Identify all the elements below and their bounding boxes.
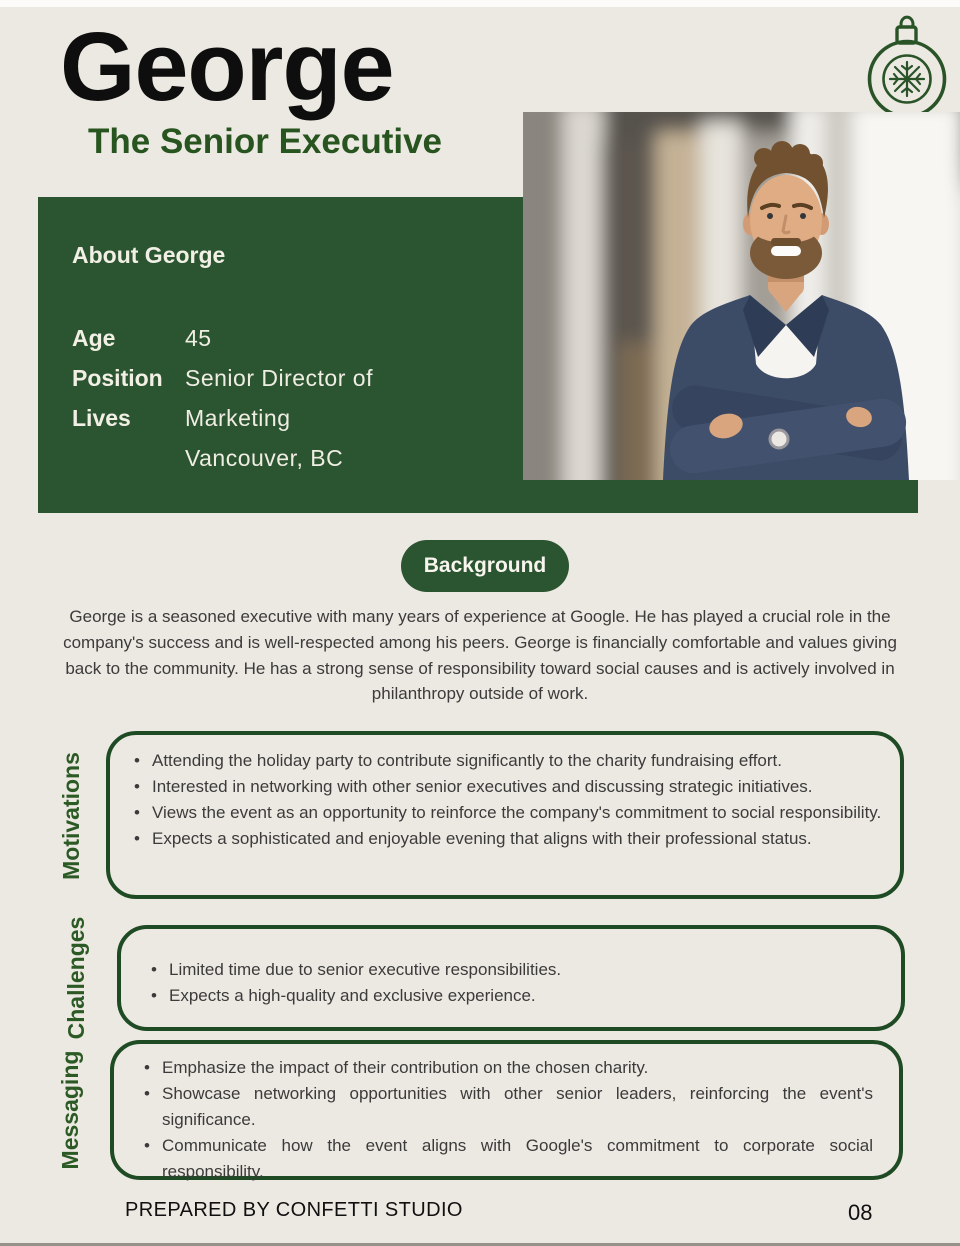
about-values-column	[185, 318, 440, 478]
profile-photo	[523, 112, 960, 480]
background-paragraph: George is a seasoned executive with many years of experience at Google. He has played a crucial role in the company's success and is well-respected among his peers. George is financially comfortable and values giving back to the community. He has a strong sense of responsibility toward social causes and is actively involved in philanthropy outside of work.	[63, 607, 897, 704]
about-label-position: Position	[72, 365, 163, 391]
page-subtitle: The Senior Executive	[88, 122, 443, 161]
prepared-by-credit: PREPARED BY CONFETTI STUDIO	[125, 1199, 463, 1221]
list-item: • Limited time due to senior executive responsibilities.	[149, 957, 885, 983]
about-label-lives: Lives	[72, 405, 131, 431]
page-title: George	[60, 12, 394, 121]
page-top-edge	[0, 0, 960, 7]
background-section-pill	[401, 540, 569, 592]
list-item: • Communicate how the event aligns with Google's commitment to corporate social responsibility.	[142, 1133, 873, 1185]
section-label-messaging: Messaging	[57, 1050, 83, 1170]
challenges-box	[117, 925, 905, 1031]
list-item: • Views the event as an opportunity to reinforce the company's commitment to social responsibility.	[132, 800, 884, 826]
about-label-age: Age	[72, 325, 116, 351]
about-heading: About George	[72, 242, 226, 268]
messaging-list	[114, 1044, 899, 1185]
list-item: • Showcase networking opportunities with other senior leaders, reinforcing the event's significance.	[142, 1081, 873, 1133]
section-label-motivations: Motivations	[58, 752, 84, 880]
challenges-list	[121, 929, 901, 1009]
motivations-box	[106, 731, 904, 899]
list-item: • Interested in networking with other senior executives and discussing strategic initiatives.	[132, 774, 884, 800]
about-value-lives: Vancouver, BC	[185, 445, 344, 471]
messaging-box	[110, 1040, 903, 1180]
about-labels-column	[72, 318, 163, 438]
page-number: 08	[848, 1200, 873, 1225]
motivations-list	[110, 735, 900, 852]
list-item: • Emphasize the impact of their contribution on the chosen charity.	[142, 1055, 873, 1081]
about-value-position: Senior Director of Marketing	[185, 365, 373, 431]
about-value-age: 45	[185, 325, 212, 351]
section-label-challenges: Challenges	[63, 916, 89, 1040]
background-pill-label: Background	[423, 554, 547, 577]
list-item: • Attending the holiday party to contribute significantly to the charity fundraising effort.	[132, 748, 884, 774]
list-item: • Expects a sophisticated and enjoyable evening that aligns with their professional status.	[132, 826, 884, 852]
christmas-ornament-snowflake-icon	[860, 12, 954, 125]
list-item: • Expects a high-quality and exclusive experience.	[149, 983, 885, 1009]
